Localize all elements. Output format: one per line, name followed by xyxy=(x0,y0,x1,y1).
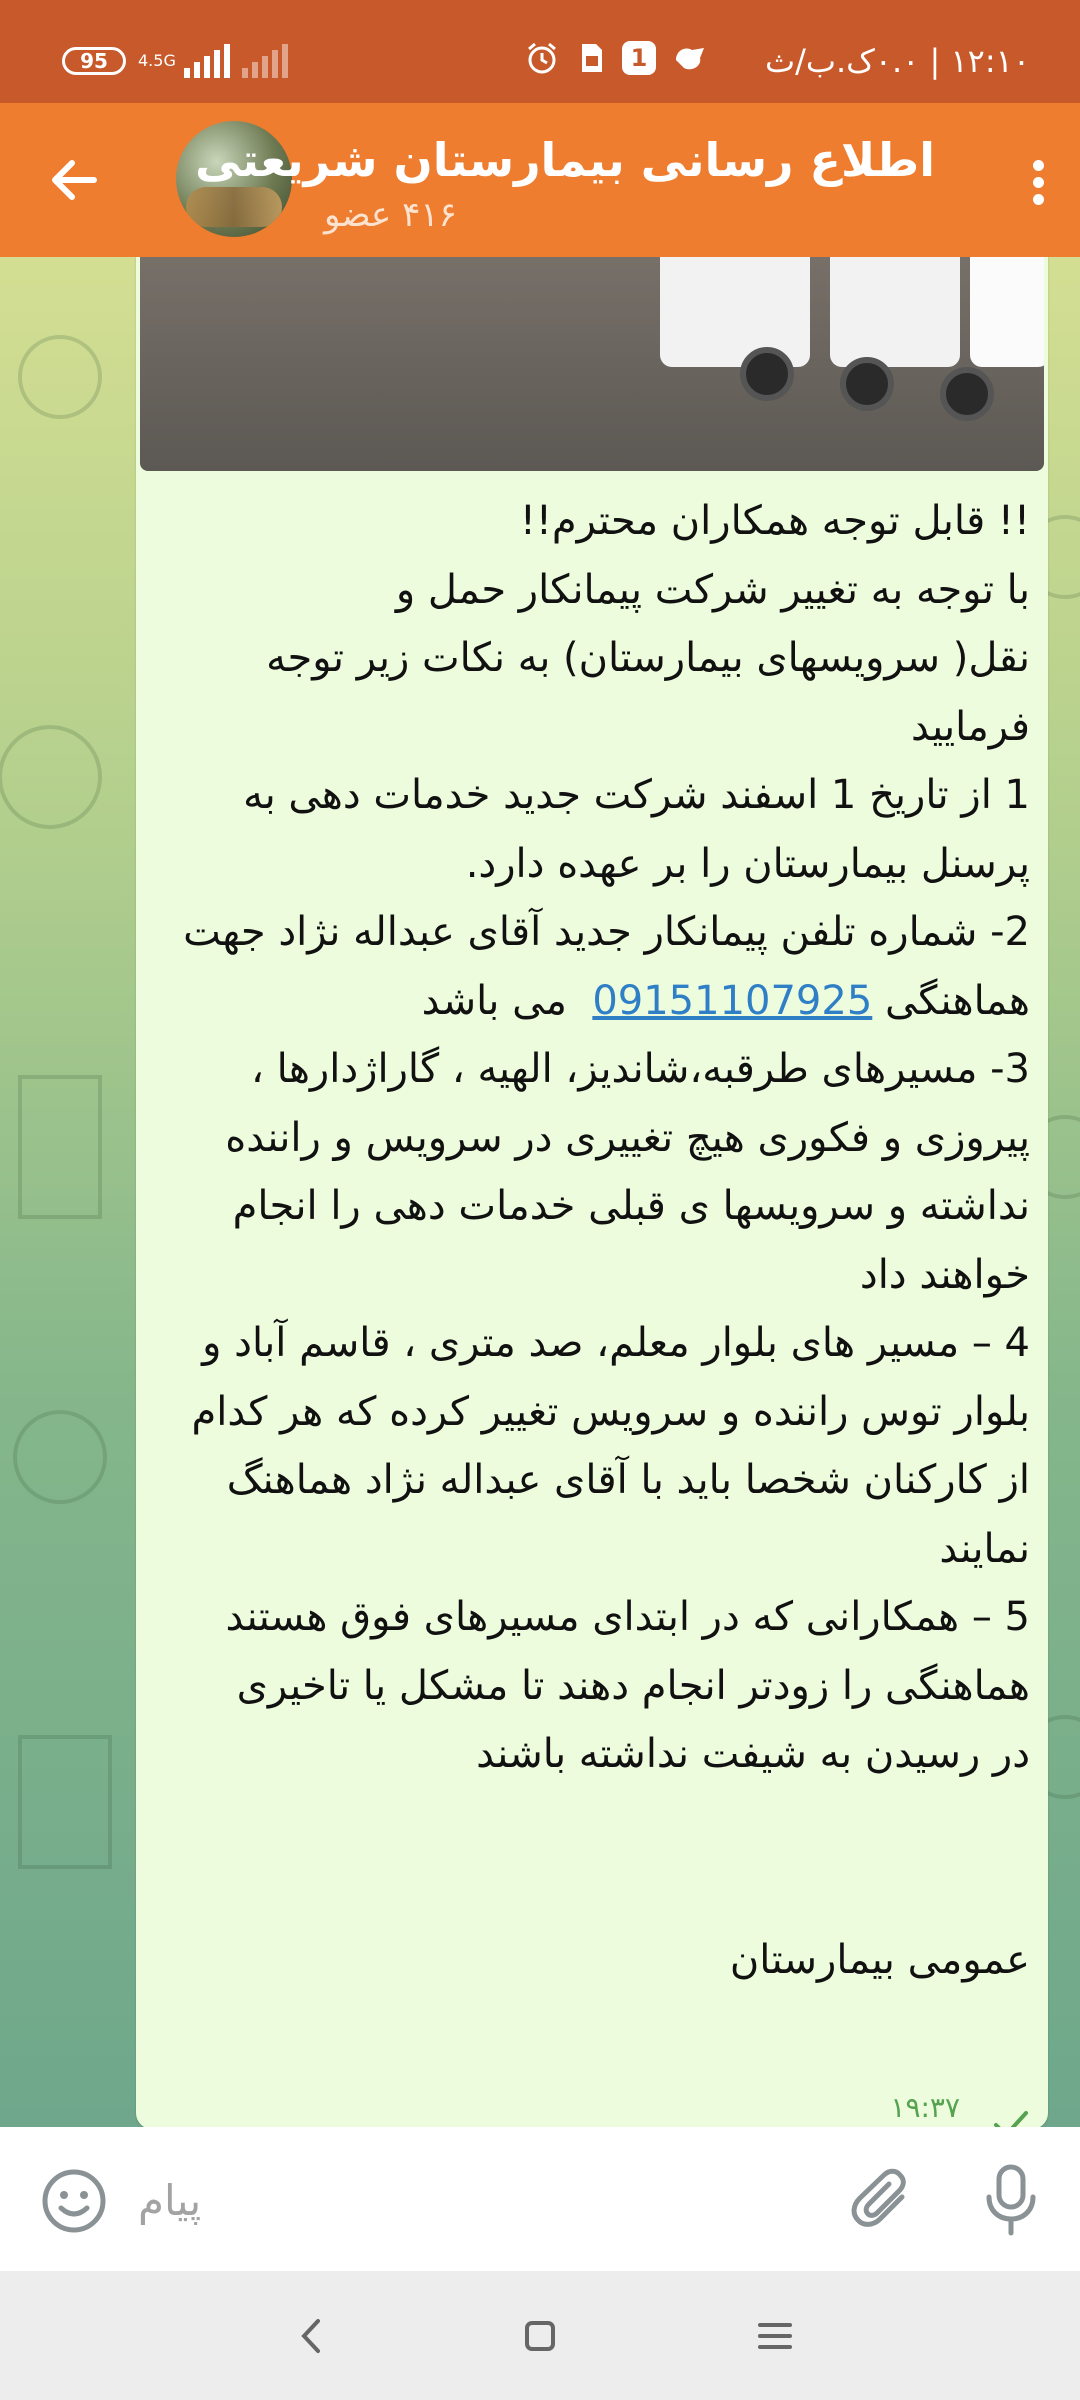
phone-link[interactable]: 09151107925 xyxy=(592,977,873,1024)
alarm-icon xyxy=(524,40,560,76)
status-bar xyxy=(0,0,1080,103)
nav-home-icon[interactable] xyxy=(515,2311,565,2361)
paperclip-icon xyxy=(850,2167,920,2237)
back-button[interactable] xyxy=(42,147,108,213)
emoji-button[interactable] xyxy=(40,2167,108,2235)
system-nav-bar xyxy=(0,2271,1080,2400)
message-heading: !! قابل توجه همکاران محترم!! xyxy=(519,498,1030,544)
battery-indicator xyxy=(62,47,126,75)
arrow-left-icon xyxy=(42,147,108,213)
member-count: ۴۱۶ عضو xyxy=(324,195,457,235)
more-menu-button[interactable] xyxy=(1018,155,1058,215)
voice-button[interactable] xyxy=(976,2161,1046,2241)
message-body-b: می باشد 3- مسیرهای طرقبه،شاندیز، الهیه ، گاراژدارها ، پیروزی و فکوری هیچ تغییری در سرویس و راننده نداشته و سرویسها ی قبلی خدمات دهی را انجام خواهند داد 4 – مسیر های بلوار معلم، صد متری ، قاسم آباد و بلوار توس راننده و سرویس تغییر کرده که هر کدام از کارکنان شخصا باید با آقای عبداله نژاد هماهنگ نمایند 5 – همکارانی که در ابتدای مسیرهای فوق هستند هماهنگی را زودتر انجام دهند تا مشکل یا تاخیری در رسیدن به شیفت نداشته باشند xyxy=(191,977,1030,1777)
chat-area[interactable] xyxy=(0,257,1080,2127)
message-input[interactable] xyxy=(136,2163,820,2237)
microphone-icon xyxy=(976,2161,1046,2241)
message-signature: عمومی بیمارستان xyxy=(729,1936,1030,1983)
channel-title[interactable]: اطلاع رسانی بیمارستان شریعتی xyxy=(195,133,935,187)
attach-button[interactable] xyxy=(850,2167,920,2237)
message-body-a: با توجه به تغییر شرکت پیمانکار حمل و نقل( سرویسهای بیمارستان) به نکات زیر توجه فرمایید 1 از تاریخ 1 اسفند شرکت جدید خدمات دهی به پرسنل بیمارستان را بر عهده دارد. 2- شماره تلفن پیمانکار جدید آقای عبداله نژاد جهت هماهنگی xyxy=(183,566,1030,1024)
sim-icon xyxy=(576,40,606,76)
notification-badge: 1 xyxy=(622,41,656,75)
nav-recents-icon[interactable] xyxy=(750,2311,800,2361)
more-vertical-icon xyxy=(1018,160,1058,205)
signal-2-icon xyxy=(242,44,288,78)
clock: ۱۲:۱۰ xyxy=(950,42,1030,80)
date: ۰.۰ک.ب/ث xyxy=(764,42,920,80)
chat-header xyxy=(0,103,1080,257)
app-notification-icon xyxy=(672,40,708,76)
battery-level: 95 xyxy=(80,49,108,73)
status-icons xyxy=(524,40,708,76)
message-time: ۱۹:۳۷ xyxy=(890,2091,960,2124)
nav-back-icon[interactable] xyxy=(286,2311,336,2361)
message-composer xyxy=(0,2127,1080,2271)
signal-icon xyxy=(184,44,230,78)
status-time: ۱۲:۱۰ | ۰.۰ک.ب/ث xyxy=(764,42,1030,80)
status-left xyxy=(62,44,288,78)
message-photo[interactable] xyxy=(140,257,1044,471)
smiley-icon xyxy=(40,2167,108,2235)
sent-check-icon xyxy=(992,2109,1030,2127)
message-text xyxy=(150,487,1030,1994)
network-type: 4.5G xyxy=(138,51,176,70)
